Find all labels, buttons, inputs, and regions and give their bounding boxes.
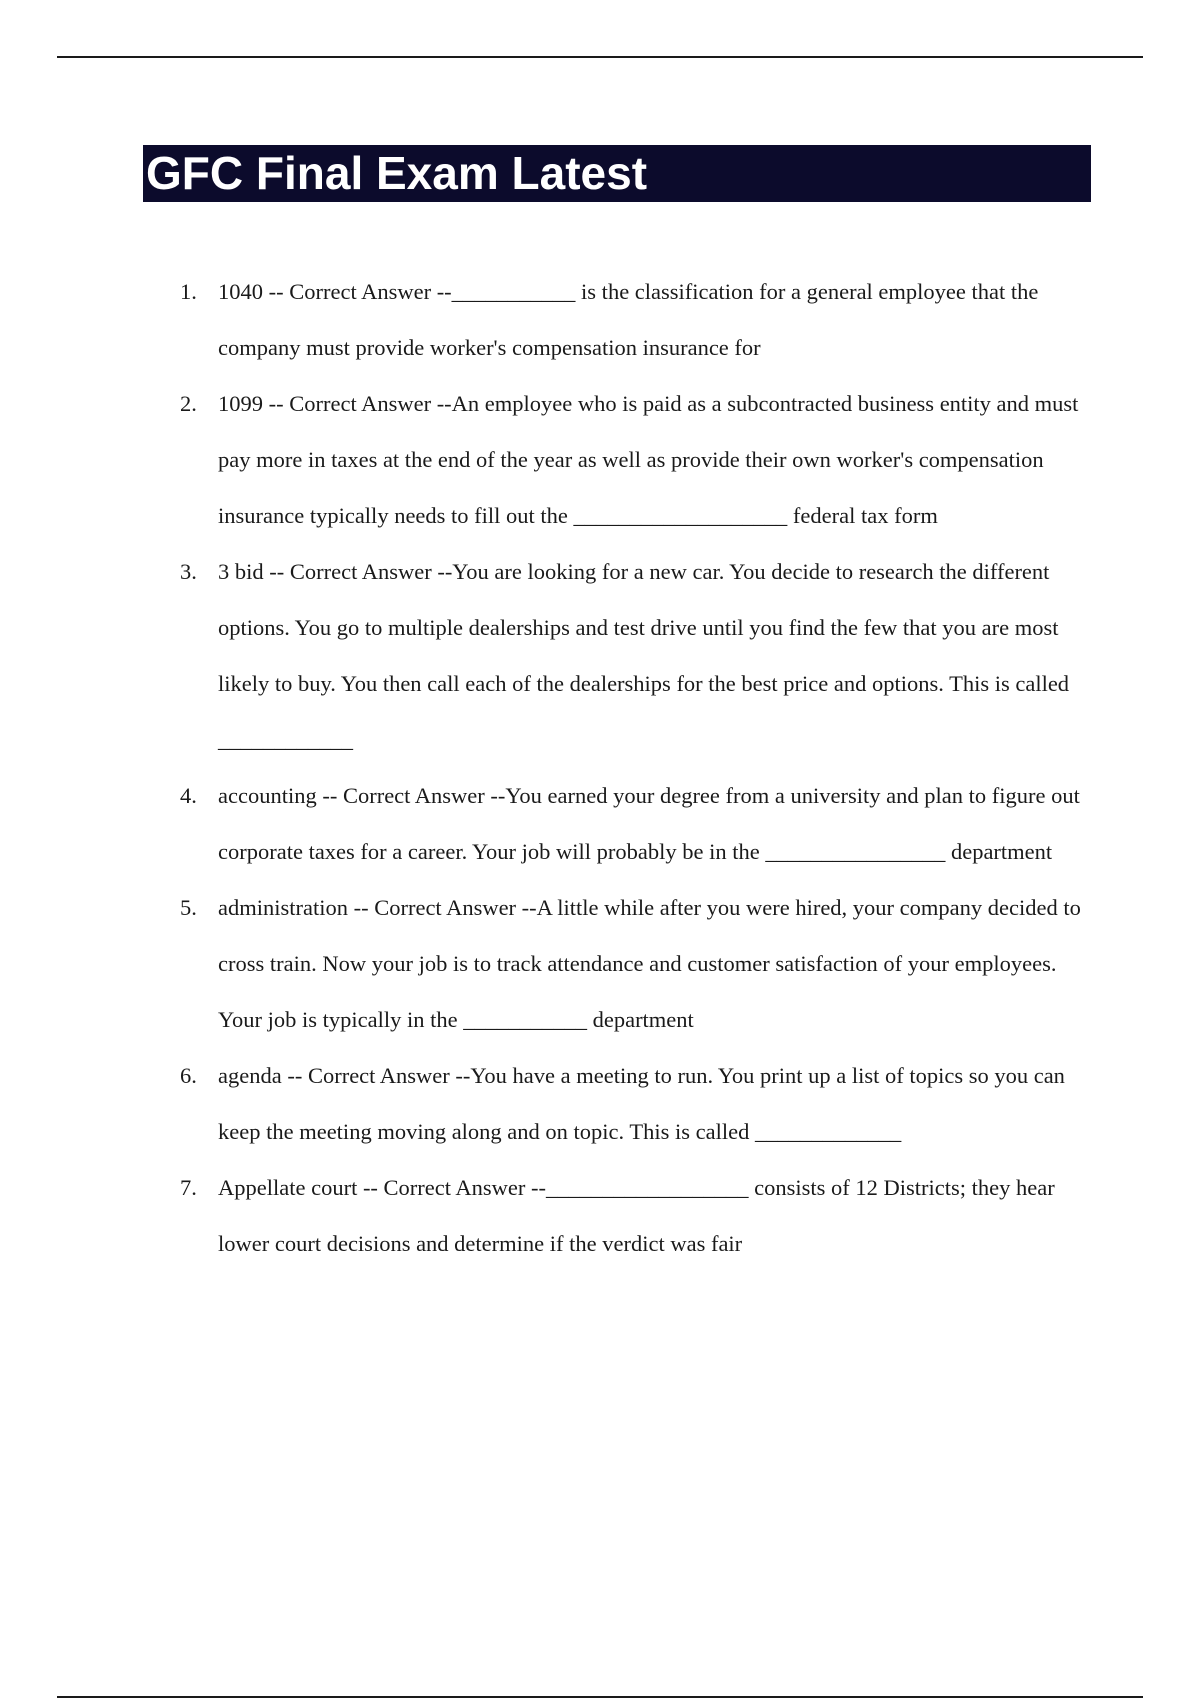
question-text: agenda -- Correct Answer --You have a meeting to run. You print up a list of topics so you can keep the meeting moving along and on topic. This is called _____________ bbox=[218, 1063, 1065, 1144]
question-text: 1099 -- Correct Answer --An employee who is paid as a subcontracted business entity and must pay more in taxes at the end of the year as well as provide their own worker's compensation insurance typically needs to fill out the ___________________ federal tax form bbox=[218, 391, 1079, 528]
question-item bbox=[172, 880, 1092, 1048]
question-item bbox=[172, 1048, 1092, 1160]
question-number: 1. bbox=[180, 279, 197, 304]
question-text: 1040 -- Correct Answer --___________ is the classification for a general employee that the company must provide worker's compensation insurance for bbox=[218, 279, 1039, 360]
question-item bbox=[172, 544, 1092, 768]
question-text: accounting -- Correct Answer --You earned your degree from a university and plan to figure out corporate taxes for a career. Your job will probably be in the ________________ department bbox=[218, 783, 1080, 864]
question-number: 5. bbox=[180, 895, 197, 920]
question-text: Appellate court -- Correct Answer --__________________ consists of 12 Districts; they hear lower court decisions and determine if the verdict was fair bbox=[218, 1175, 1055, 1256]
question-item bbox=[172, 1160, 1092, 1272]
top-rule bbox=[57, 56, 1143, 58]
question-text: administration -- Correct Answer --A little while after you were hired, your company decided to cross train. Now your job is to track attendance and customer satisfaction of your employees. Your job is typically in the ___________ department bbox=[218, 895, 1081, 1032]
question-number: 7. bbox=[180, 1175, 197, 1200]
bottom-rule bbox=[57, 1696, 1143, 1698]
question-item bbox=[172, 264, 1092, 376]
question-number: 6. bbox=[180, 1063, 197, 1088]
question-item bbox=[172, 376, 1092, 544]
question-text: 3 bid -- Correct Answer --You are looking for a new car. You decide to research the different options. You go to multiple dealerships and test drive until you find the few that you are most likely to buy. You then call each of the dealerships for the best price and options. This is called ____________ bbox=[218, 559, 1070, 752]
question-item bbox=[172, 768, 1092, 880]
question-list bbox=[172, 264, 1092, 1272]
document-title: GFC Final Exam Latest bbox=[146, 147, 648, 199]
question-number: 2. bbox=[180, 391, 197, 416]
question-number: 3. bbox=[180, 559, 197, 584]
question-number: 4. bbox=[180, 783, 197, 808]
title-banner bbox=[143, 145, 1091, 202]
